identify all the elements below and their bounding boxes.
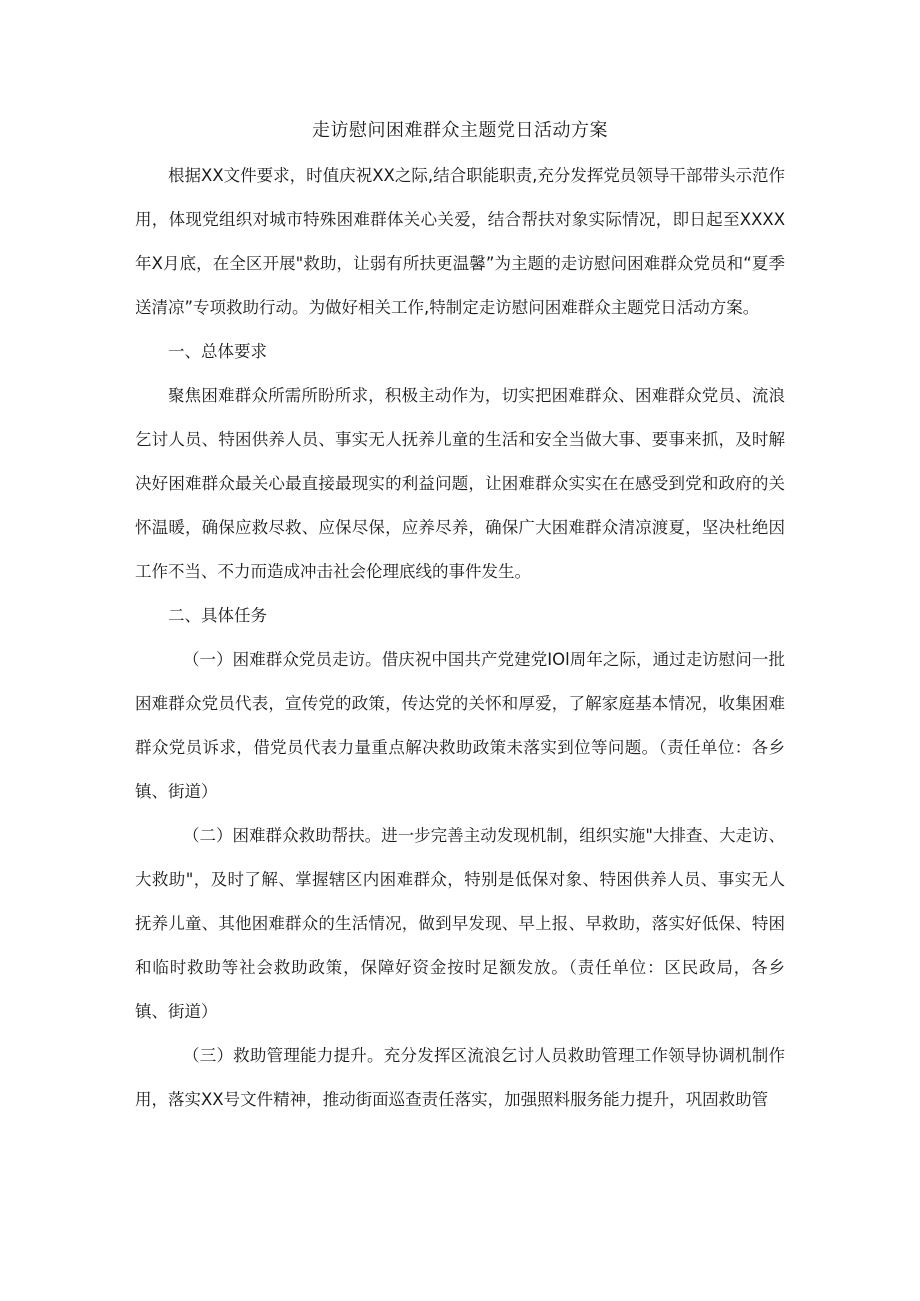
intro-paragraph: 根据XX文件要求，时值庆祝XX之际,结合职能职责,充分发挥党员领导干部带头示范作用，体现党组织对城市特殊困难群体关心关爱，结合帮扶对象实际情况，即日起至XXXX年X月底，在全区开展"救助，让弱有所扶更温馨”为主题的走访慰问困难群众党员和“夏季送清凉”专项救助行动。为做好相关工作,特制定走访慰问困难群众主题党日活动方案。 [135, 166, 785, 317]
general-requirements-paragraph: 聚焦困难群众所需所盼所求，积极主动作为，切实把困难群众、困难群众党员、流浪乞讨人员、特困供养人员、事实无人抚养儿童的生活和安全当做大事、要事来抓，及时解决好困难群众最关心最直接最现实的利益问题，让困难群众实实在在感受到党和政府的关怀温暖，确保应救尽救、应保尽保，应养尽养，确保广大困难群众清凉渡夏，坚决杜绝因工作不当、不力而造成冲击社会伦理底线的事件发生。 [135, 386, 785, 581]
task-paragraph-1: （一）困难群众党员走访。借庆祝中国共产党建党IOl周年之际，通过走访慰问一批困难群众党员代表，宣传党的政策，传达党的关怀和厚爱，了解家庭基本情况，收集困难群众党员诉求，借党员代表力量重点解决救助政策未落实到位等问题。（责任单位：各乡镇、街道） [135, 650, 785, 801]
section-heading-general-requirements: 一、总体要求 [168, 342, 267, 361]
task-paragraph-2: （二）困难群众救助帮扶。进一步完善主动发现机制，组织实施"大排查、大走访、大救助"，及时了解、掌握辖区内困难群众，特别是低保对象、特困供养人员、事实无人抚养儿童、其他困难群众的生活情况，做到早发现、早上报、早救助，落实好低保、特困和临时救助等社会救助政策，保障好资金按时足额发放。（责任单位：区民政局，各乡镇、街道） [135, 826, 785, 1021]
section-heading-specific-tasks: 二、具体任务 [168, 606, 267, 625]
task-paragraph-3: （三）救助管理能力提升。充分发挥区流浪乞讨人员救助管理工作领导协调机制作用，落实XX号文件精神，推动街面巡查责任落实，加强照料服务能力提升，巩固救助管 [135, 1046, 785, 1109]
document-title: 走访慰问困难群众主题党日活动方案 [312, 120, 608, 141]
